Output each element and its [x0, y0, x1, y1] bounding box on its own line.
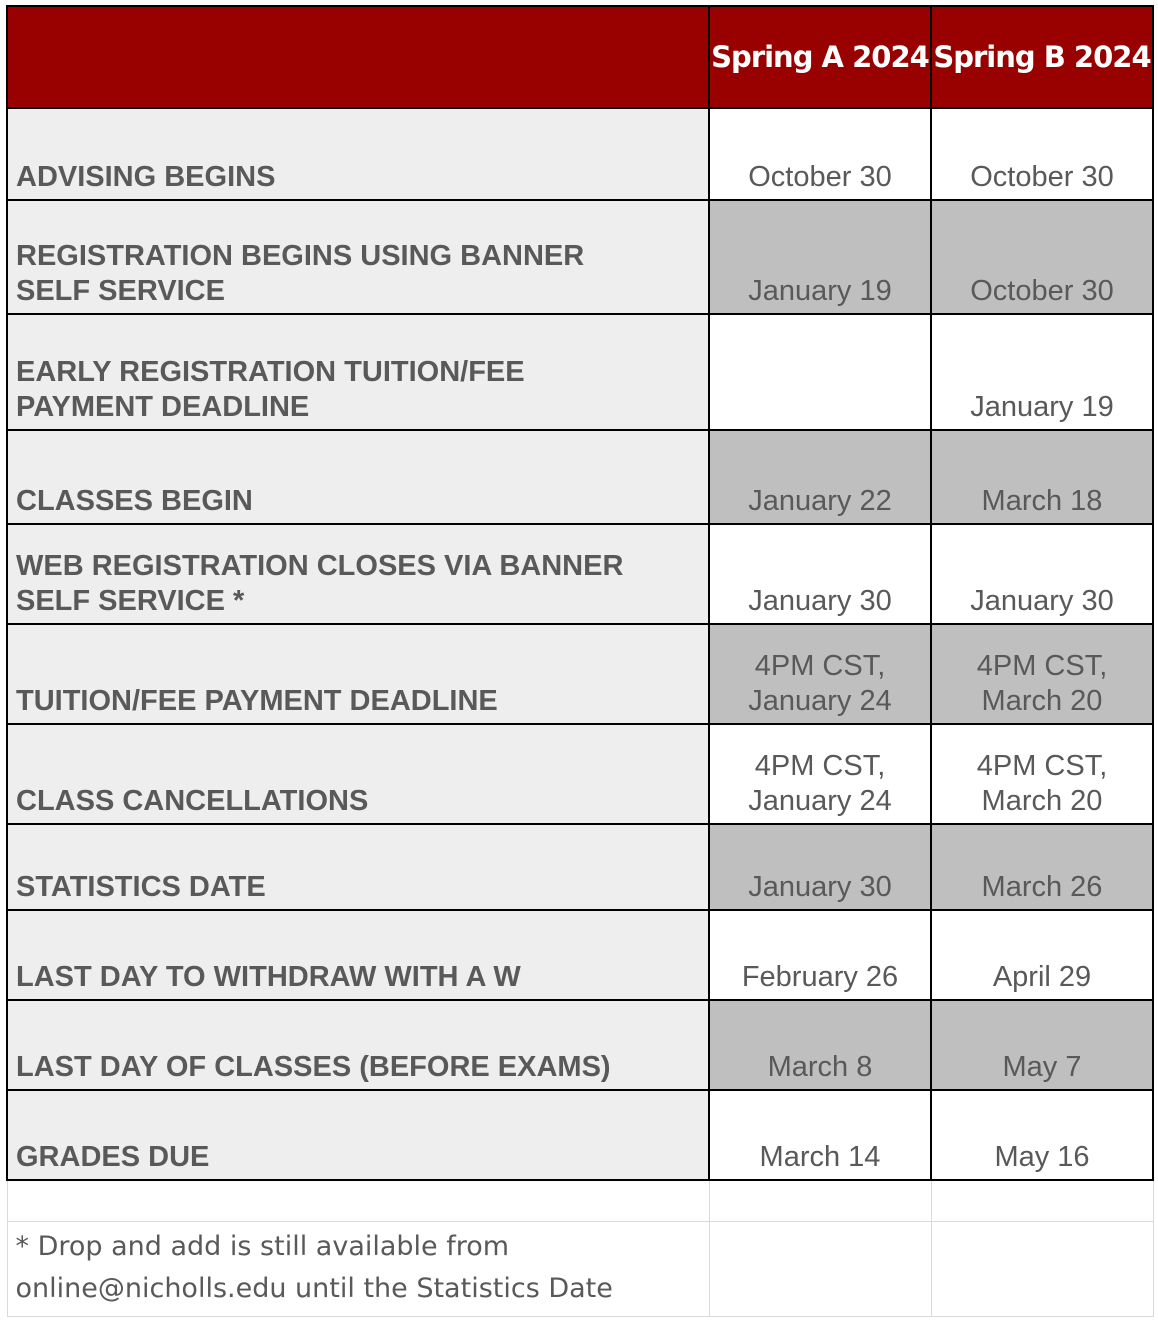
- spring-b-date-line: October 30: [970, 161, 1114, 193]
- event-label-line: LAST DAY TO WITHDRAW WITH A W: [16, 961, 521, 993]
- spring-b-date: [931, 108, 1153, 200]
- event-label-line: LAST DAY OF CLASSES (BEFORE EXAMS): [16, 1051, 611, 1083]
- event-label-line: STATISTICS DATE: [16, 871, 266, 903]
- footnote-line: online@nicholls.edu until the Statistics Date: [15, 1273, 613, 1304]
- event-label: [7, 524, 709, 624]
- spring-a-date: [709, 314, 931, 430]
- spring-a-date: [709, 200, 931, 314]
- event-label: [7, 824, 709, 910]
- spring-b-date: [931, 724, 1153, 824]
- spring-a-date: [709, 108, 931, 200]
- calendar-row: [7, 624, 1153, 724]
- header-spring-a: Spring A 2024: [709, 6, 931, 108]
- spring-a-date-line: February 26: [741, 961, 899, 993]
- event-label-line: SELF SERVICE *: [16, 585, 245, 617]
- calendar-row: [7, 108, 1153, 200]
- spring-a-date: [709, 724, 931, 824]
- event-label: [7, 1000, 709, 1090]
- event-label-line: TUITION/FEE PAYMENT DEADLINE: [16, 685, 498, 717]
- calendar-row: [7, 314, 1153, 430]
- spring-b-date: [931, 314, 1153, 430]
- spacer-cell: [709, 1180, 931, 1222]
- header-blank-cell: [7, 6, 709, 108]
- spring-b-date-line: March 20: [981, 785, 1103, 817]
- spring-a-date-line: January 24: [748, 685, 892, 717]
- event-label: [7, 200, 709, 314]
- event-label-line: WEB REGISTRATION CLOSES VIA BANNER: [16, 550, 624, 582]
- spring-b-date-line: 4PM CST,: [976, 750, 1108, 782]
- spring-a-date: [709, 524, 931, 624]
- calendar-row: [7, 200, 1153, 314]
- spring-a-date-line: 4PM CST,: [754, 750, 886, 782]
- spring-b-date: [931, 910, 1153, 1000]
- spring-a-date-line: March 8: [767, 1051, 873, 1083]
- event-label: [7, 724, 709, 824]
- spacer-cell: [7, 1180, 709, 1222]
- spring-a-date: [709, 910, 931, 1000]
- calendar-row: [7, 430, 1153, 524]
- event-label-line: SELF SERVICE: [16, 275, 225, 307]
- event-label-line: REGISTRATION BEGINS USING BANNER: [16, 240, 585, 272]
- spring-a-date-line: March 14: [759, 1141, 881, 1173]
- event-label: [7, 624, 709, 724]
- event-label-line: CLASS CANCELLATIONS: [16, 785, 369, 817]
- footnote-line: * Drop and add is still available from: [15, 1231, 510, 1262]
- spring-a-date-line: January 30: [748, 585, 892, 617]
- spring-b-date-line: 4PM CST,: [976, 650, 1108, 682]
- spring-a-date-line: January 22: [748, 485, 892, 517]
- event-label: [7, 108, 709, 200]
- spring-b-date: [931, 1000, 1153, 1090]
- event-label: [7, 910, 709, 1000]
- calendar-row: [7, 1090, 1153, 1180]
- footnote-row: [7, 1222, 1153, 1317]
- spring-a-date-line: January 24: [748, 785, 892, 817]
- spring-calendar-table: [6, 5, 1154, 1317]
- calendar-row: [7, 910, 1153, 1000]
- calendar-row: [7, 524, 1153, 624]
- event-label-line: CLASSES BEGIN: [16, 485, 253, 517]
- spacer-row: [7, 1180, 1153, 1222]
- spring-a-date: [709, 624, 931, 724]
- spring-a-date: [709, 824, 931, 910]
- footnote-empty-cell: [931, 1222, 1153, 1317]
- header-spring-b: Spring B 2024: [931, 6, 1153, 108]
- spring-b-date: [931, 200, 1153, 314]
- event-label: [7, 430, 709, 524]
- spring-a-date-line: January 19: [748, 275, 892, 307]
- spring-b-date: [931, 430, 1153, 524]
- event-label-line: ADVISING BEGINS: [16, 161, 276, 193]
- calendar-container: [6, 5, 1154, 1317]
- spring-a-date-line: January 30: [748, 871, 892, 903]
- calendar-rows: [7, 108, 1153, 1180]
- calendar-row: [7, 824, 1153, 910]
- calendar-row: [7, 724, 1153, 824]
- spring-b-date-line: March 26: [981, 871, 1103, 903]
- spring-b-date-line: January 19: [970, 391, 1114, 423]
- calendar-row: [7, 1000, 1153, 1090]
- spring-b-date-line: March 18: [981, 485, 1103, 517]
- spring-b-date: [931, 524, 1153, 624]
- spring-b-date: [931, 624, 1153, 724]
- event-label-line: GRADES DUE: [16, 1141, 210, 1173]
- spring-b-date: [931, 824, 1153, 910]
- spring-b-date-line: October 30: [970, 275, 1114, 307]
- spring-b-date-line: January 30: [970, 585, 1114, 617]
- spring-b-date-line: May 7: [1002, 1051, 1082, 1083]
- spring-a-date: [709, 1000, 931, 1090]
- event-label-line: EARLY REGISTRATION TUITION/FEE: [16, 356, 525, 388]
- header-row: [7, 6, 1153, 108]
- spring-a-date: [709, 1090, 931, 1180]
- spring-b-date-line: May 16: [994, 1141, 1090, 1173]
- spring-b-date: [931, 1090, 1153, 1180]
- footnote-empty-cell: [709, 1222, 931, 1317]
- spring-a-date-line: 4PM CST,: [754, 650, 886, 682]
- event-label: [7, 314, 709, 430]
- spring-a-date: [709, 430, 931, 524]
- event-label: [7, 1090, 709, 1180]
- footnote: [7, 1222, 709, 1317]
- event-label-line: PAYMENT DEADLINE: [16, 391, 310, 423]
- spring-b-date-line: April 29: [992, 961, 1092, 993]
- spacer-cell: [931, 1180, 1153, 1222]
- spring-b-date-line: March 20: [981, 685, 1103, 717]
- spring-a-date-line: October 30: [748, 161, 892, 193]
